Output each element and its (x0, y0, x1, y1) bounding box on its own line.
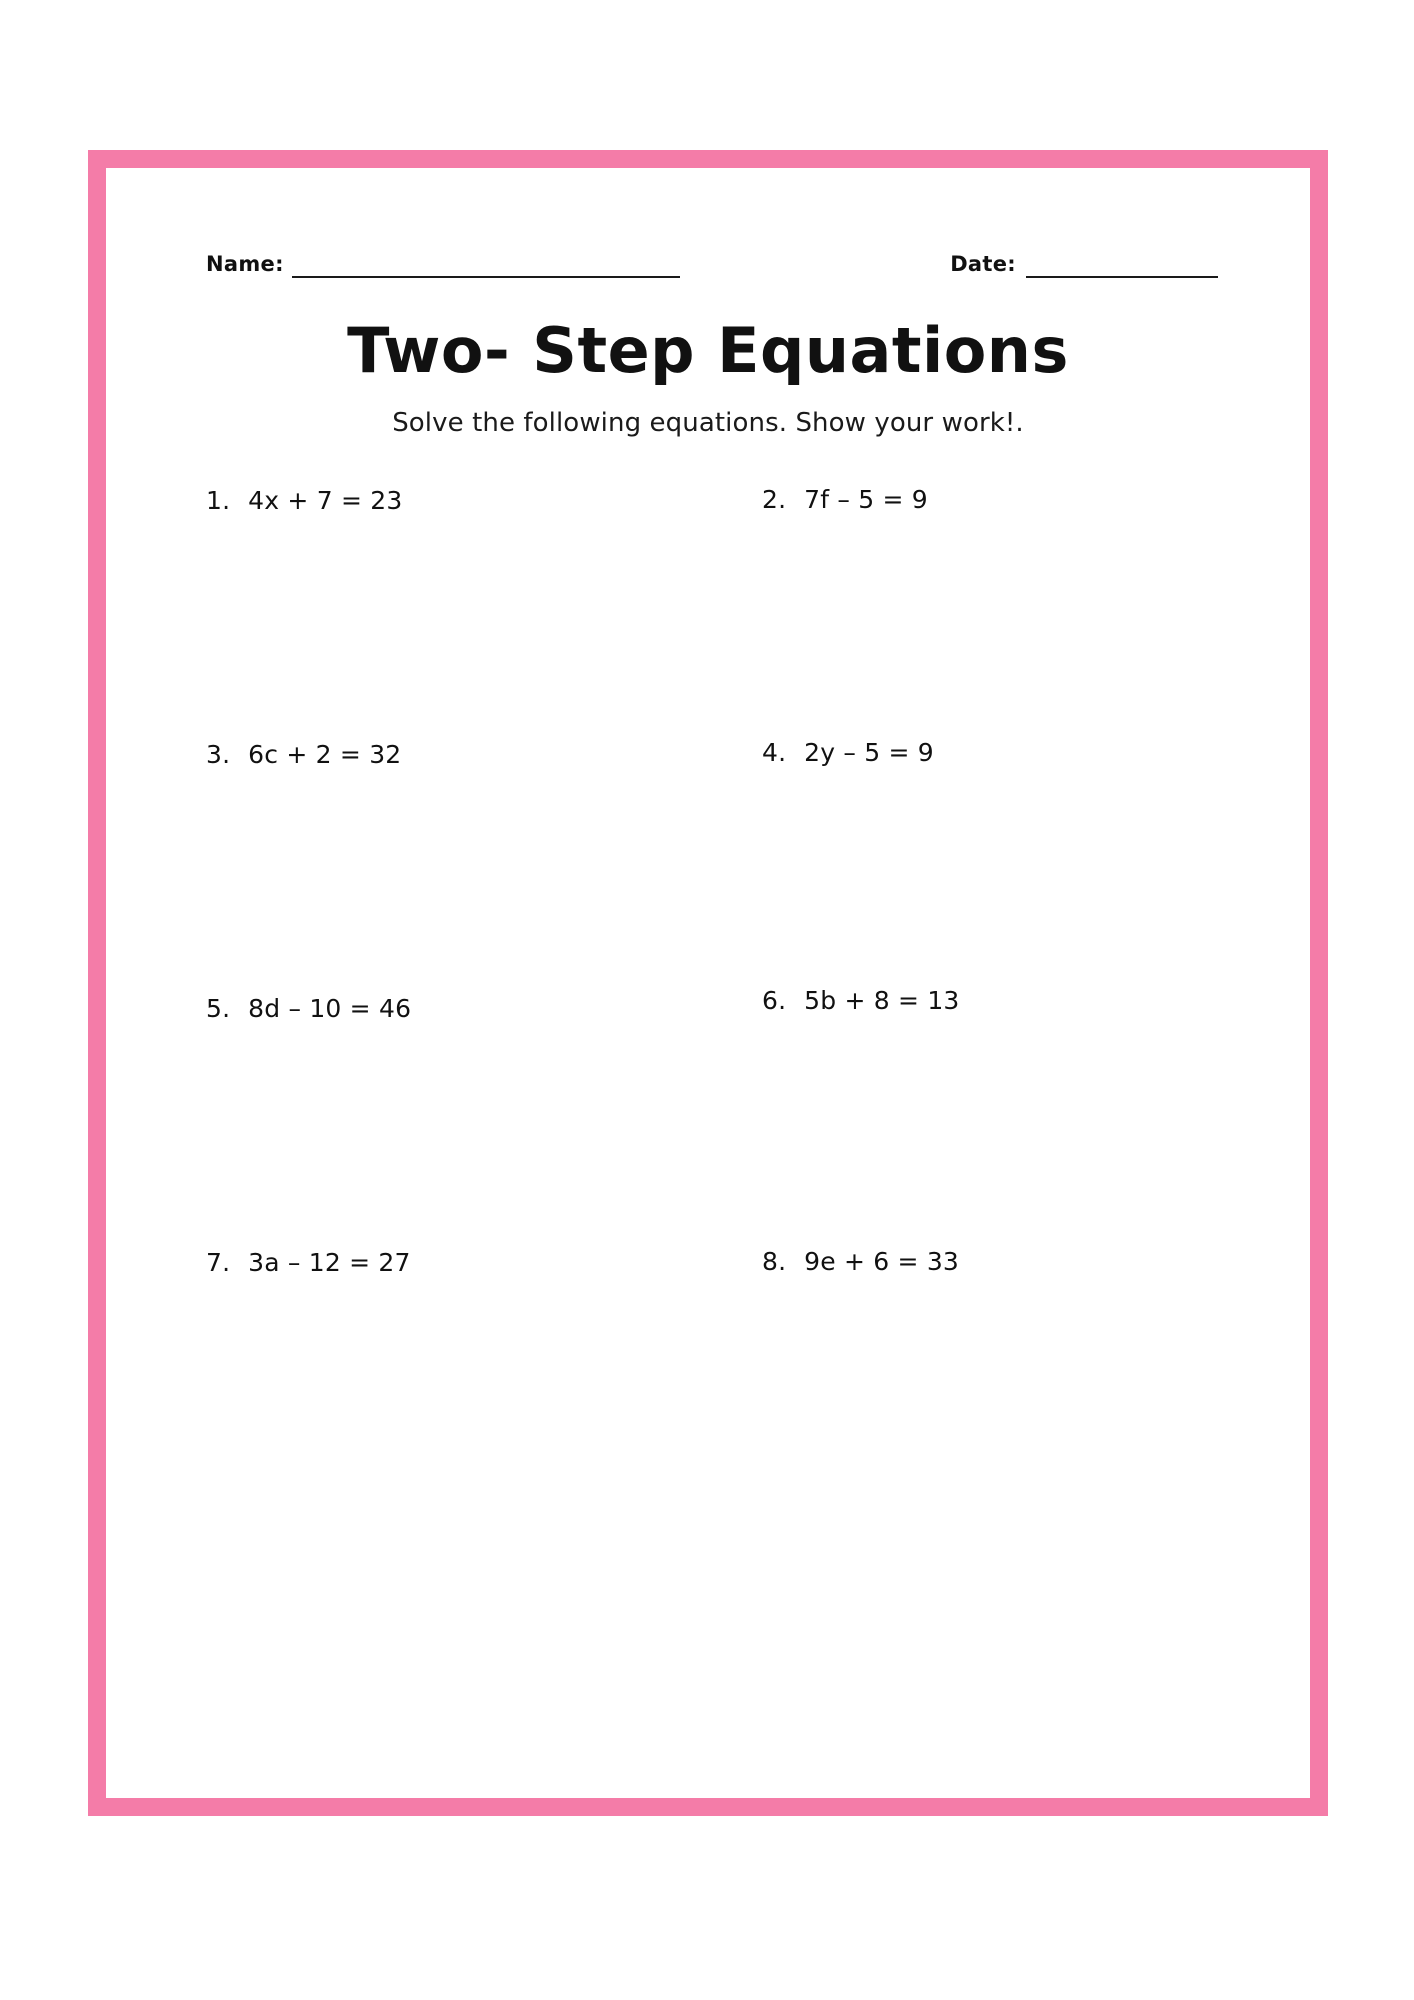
worksheet-content (106, 168, 1310, 1798)
problem-number: 1. (206, 486, 231, 515)
problem-row (206, 1248, 1226, 1502)
worksheet-title: Two- Step Equations (347, 314, 1069, 387)
problem-equation: 7f – 5 = 9 (804, 485, 928, 514)
problem-equation: 3a – 12 = 27 (248, 1248, 411, 1277)
name-label: Name: (206, 252, 284, 276)
problem-number: 7. (206, 1248, 231, 1277)
problem-item-3 (206, 740, 401, 769)
problem-number: 8. (762, 1247, 787, 1276)
problem-item-4 (762, 738, 934, 767)
problem-item-8 (762, 1247, 959, 1276)
problem-item-7 (206, 1248, 411, 1277)
problem-item-6 (762, 986, 960, 1015)
worksheet-instructions: Solve the following equations. Show your work!. (392, 408, 1024, 438)
problem-item-2 (762, 485, 928, 514)
student-info-header (206, 250, 1218, 278)
problem-number: 6. (762, 986, 787, 1015)
name-field[interactable] (206, 250, 680, 278)
problem-row (206, 486, 1226, 740)
problem-row (206, 740, 1226, 994)
problem-number: 4. (762, 738, 787, 767)
date-label: Date: (950, 252, 1016, 276)
date-write-line[interactable] (1026, 250, 1218, 278)
date-field[interactable] (950, 250, 1218, 278)
worksheet-border-frame (88, 150, 1328, 1816)
name-write-line[interactable] (292, 250, 680, 278)
problem-equation: 5b + 8 = 13 (804, 986, 960, 1015)
problem-number: 3. (206, 740, 231, 769)
problem-number: 5. (206, 994, 231, 1023)
problem-item-1 (206, 486, 402, 515)
problem-equation: 2y – 5 = 9 (804, 738, 934, 767)
problem-equation: 4x + 7 = 23 (248, 486, 403, 515)
problem-equation: 9e + 6 = 33 (804, 1247, 960, 1276)
problem-number: 2. (762, 485, 787, 514)
problem-row (206, 986, 1226, 1248)
problem-item-5 (206, 994, 411, 1023)
problem-equation: 8d – 10 = 46 (248, 994, 412, 1023)
problem-equation: 6c + 2 = 32 (248, 740, 402, 769)
problem-list (206, 486, 1226, 1502)
